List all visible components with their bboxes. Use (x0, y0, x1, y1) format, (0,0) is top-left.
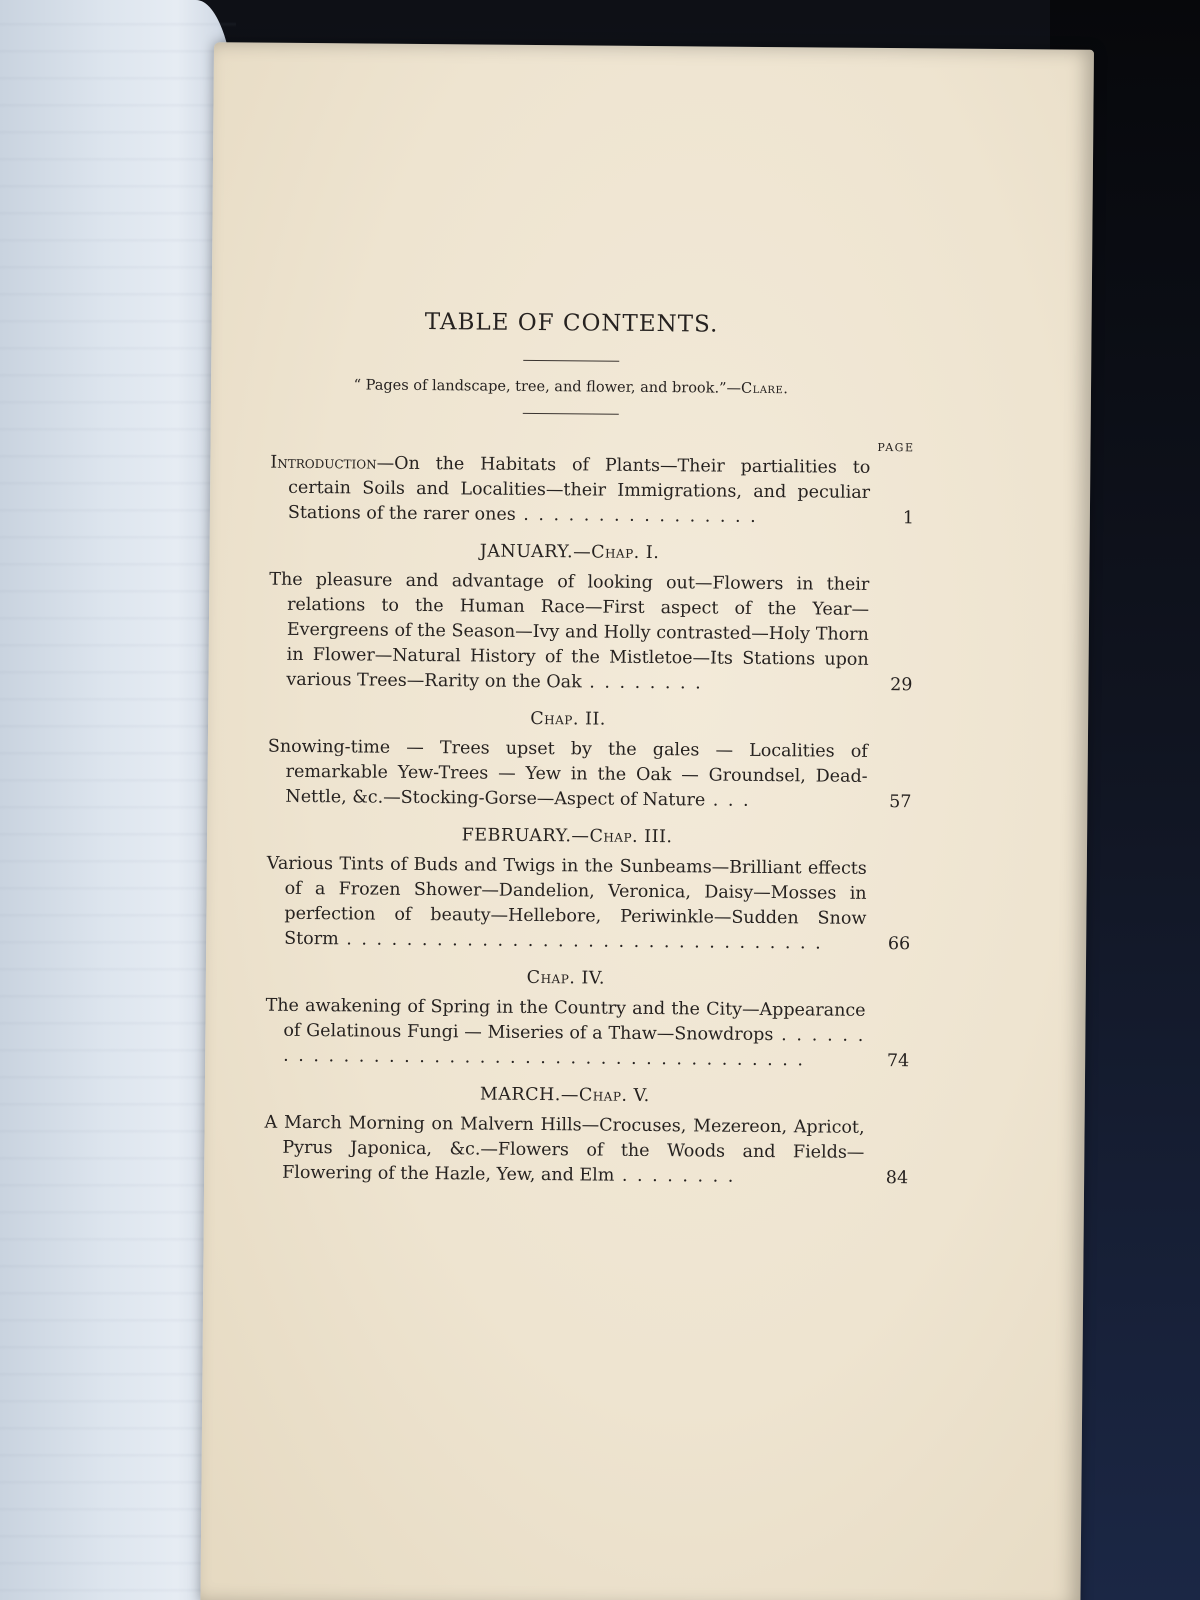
section-heading (267, 824, 867, 849)
section-heading (265, 1083, 865, 1108)
toc-entry (267, 735, 912, 815)
entry-text: Snowing-time — Trees upset by the gales — Localities of remarkable Yew-Trees — Yew in the Oak — Groundsel, Dead-Nettle, &c.—Stocking-Gorse—Aspect of Nature (267, 736, 868, 811)
dot-leader: . . . . . . . . . . . . . . . . . . . . . . . . . . . . . . . . (338, 929, 823, 954)
chapter-label: Chap. V. (578, 1085, 650, 1107)
page-title: TABLE OF CONTENTS. (424, 309, 719, 338)
dot-leader: . . . . . . . . (614, 1165, 736, 1187)
toc-entry-introduction (270, 451, 914, 531)
epigraph-author: Clare. (740, 380, 789, 398)
section-heading (266, 966, 866, 991)
toc-entry (265, 994, 910, 1074)
facing-page (0, 0, 236, 1600)
section-heading (270, 540, 870, 565)
dot-leader: . . . (705, 790, 751, 811)
toc-entry (266, 852, 911, 957)
chapter-label: Chap. II. (530, 708, 607, 730)
entry-page-number: 74 (886, 1051, 910, 1072)
divider-rule-top (523, 360, 619, 362)
chapter-label: Chap. IV. (526, 967, 606, 989)
table-of-contents (264, 308, 915, 1191)
month-label: JANUARY.— (479, 541, 592, 563)
entry-page-number: 29 (890, 675, 913, 696)
section-heading (268, 707, 868, 732)
toc-entry (268, 568, 913, 698)
book-page (200, 42, 1094, 1600)
entry-page-number: 66 (887, 934, 911, 955)
month-label: FEBRUARY.— (461, 825, 590, 847)
dot-leader: . . . . . . . . . . . . . . . . . . . . . . . . . . . . . . . . . . . . . . . . . (283, 1025, 866, 1071)
epigraph-text: “ Pages of landscape, tree, and flower, and brook.”— (353, 377, 742, 397)
month-label: MARCH.— (479, 1084, 579, 1106)
facing-page-bleed-through (0, 0, 236, 1600)
dot-leader: . . . . . . . . (581, 672, 703, 694)
toc-entry (264, 1111, 909, 1191)
entry-lead: Introduction (270, 452, 377, 474)
entry-page-number: 84 (885, 1168, 909, 1189)
entry-text: The awakening of Spring in the Country and the City—Appearance of Gelatinous Fungi — Miseries of a Thaw—Snowdrops (265, 995, 866, 1046)
entry-text: The pleasure and advantage of looking out—Flowers in their relations to the Human Race—First aspect of the Year—Evergreens of the Season—Ivy and Holly contrasted—Holy Thorn in Flower—Natural History of the Mistletoe—Its Stations upon various Trees—Rarity on the Oak (269, 569, 870, 693)
entry-text: Various Tints of Buds and Twigs in the Sunbeams—Brilliant effects of a Frozen Shower—Dandelion, Veronica, Daisy—Mosses in perfection of beauty—Hellebore, Periwinkle—Sudden Snow Storm (266, 853, 867, 950)
chapter-label: Chap. I. (591, 542, 660, 564)
entry-page-number: 57 (889, 792, 912, 813)
page-column-label: PAGE (877, 440, 915, 455)
dot-leader: . . . . . . . . . . . . . . . . (515, 504, 758, 527)
entry-text: A March Morning on Malvern Hills—Crocuses, Mezereon, Apricot, Pyrus Japonica, &c.—Flowers of the Woods and Fields—Flowering of the Hazle, Yew, and Elm (264, 1112, 865, 1186)
entry-text: —On the Habitats of Plants—Their partialities to certain Soils and Localities—their Immigrations, and peculiar Stations of the rarer ones (287, 453, 871, 525)
chapter-label: Chap. III. (589, 826, 673, 848)
divider-rule-bottom (523, 413, 619, 415)
entry-page-number: 1 (902, 508, 914, 529)
epigraph (271, 377, 871, 398)
